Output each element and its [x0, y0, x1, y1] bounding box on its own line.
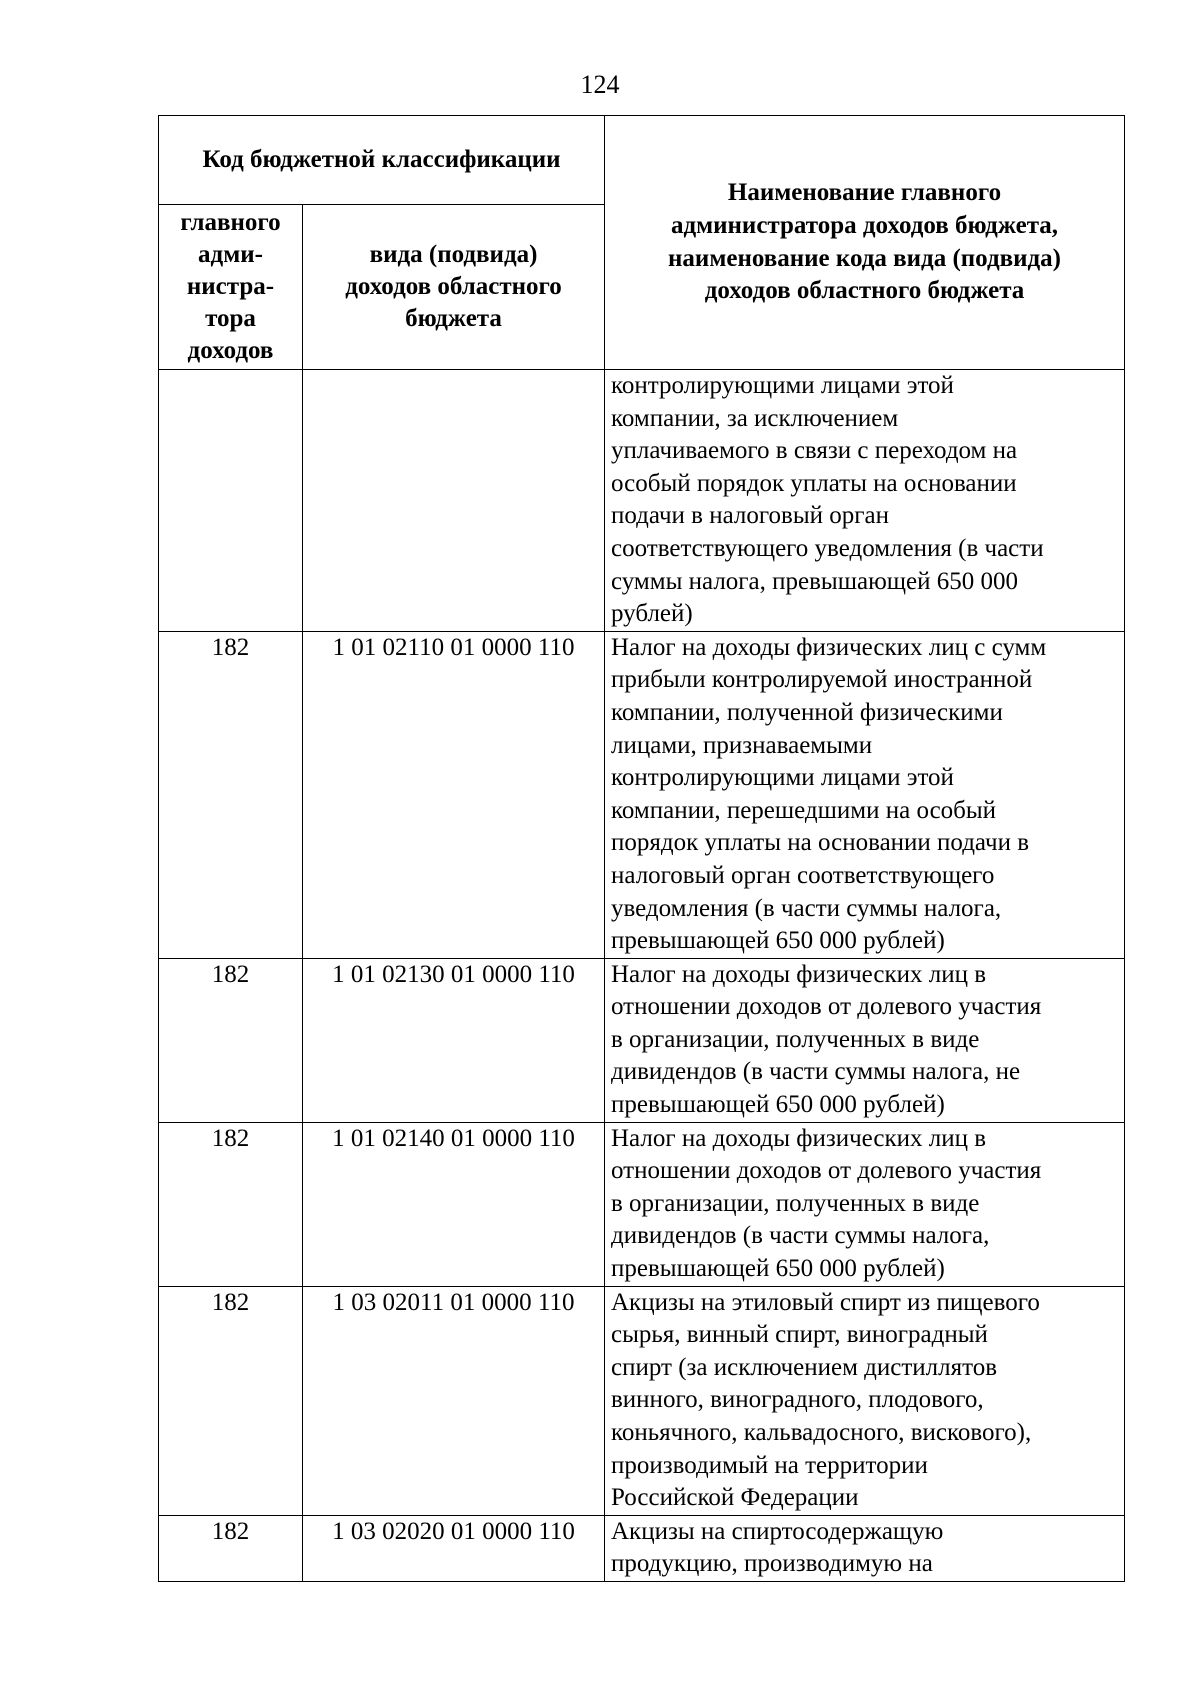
table-row: [159, 1515, 1125, 1581]
revenue-name-line: Налог на доходы физических лиц с сумм: [611, 633, 1047, 661]
header-line: бюджета: [405, 305, 502, 332]
header-line: администратора доходов бюджета,: [670, 211, 1059, 239]
revenue-name-line: рублей): [611, 600, 693, 628]
revenue-name-line: сырья, винный спирт, виноградный: [611, 1321, 988, 1349]
revenue-name-line: превышающей 650 000 рублей): [611, 1091, 945, 1119]
revenue-name-line: превышающей 650 000 рублей): [611, 927, 945, 955]
admin-code-cell: 182: [159, 1122, 303, 1286]
revenue-code-cell: 1 03 02020 01 0000 110: [303, 1515, 605, 1581]
revenue-name-line: производимый на территории: [611, 1451, 928, 1479]
revenue-name-line: прибыли контролируемой иностранной: [611, 666, 1033, 694]
revenue-name-line: винного, виноградного, плодового,: [611, 1386, 984, 1414]
page-number: 124: [580, 70, 620, 99]
revenue-classification-table: [158, 115, 1125, 1582]
header-line: главного: [180, 209, 281, 236]
revenue-name-line: отношении доходов от долевого участия: [611, 993, 1042, 1021]
table-body: [159, 370, 1125, 1582]
revenue-name-line: компании, за исключением: [611, 404, 899, 432]
revenue-name-line: налоговый орган соответствующего: [611, 861, 995, 889]
header-line: тора: [205, 305, 256, 332]
revenue-name-line: дивидендов (в части суммы налога, не: [611, 1058, 1021, 1086]
revenue-name-line: уплачиваемого в связи с переходом на: [611, 437, 1018, 465]
revenue-name-line: подачи в налоговый орган: [611, 502, 889, 530]
header-line: адми-: [198, 241, 263, 268]
revenue-name-line: Налог на доходы физических лиц в: [611, 1124, 987, 1152]
revenue-name-cell: [605, 1122, 1125, 1286]
revenue-name-line: дивидендов (в части суммы налога,: [611, 1222, 990, 1250]
revenue-name-line: Российской Федерации: [611, 1484, 859, 1512]
header-line: нистра-: [186, 273, 275, 300]
table-row: [159, 1286, 1125, 1515]
header-admin-column: [159, 205, 303, 370]
header-line: вида (подвида): [369, 241, 538, 268]
revenue-name-line: Налог на доходы физических лиц в: [611, 960, 987, 988]
revenue-name-cell: [605, 1286, 1125, 1515]
revenue-name-line: Акцизы на этиловый спирт из пищевого: [611, 1288, 1040, 1316]
table-row: [159, 958, 1125, 1122]
revenue-code-cell: [303, 370, 605, 632]
revenue-name-cell: [605, 631, 1125, 958]
revenue-name-line: отношении доходов от долевого участия: [611, 1157, 1042, 1185]
header-line: доходов областного бюджета: [704, 277, 1025, 305]
header-line: наименование кода вида (подвида): [668, 244, 1061, 272]
revenue-name-line: особый порядок уплаты на основании: [611, 469, 1017, 497]
revenue-name-line: спирт (за исключением дистиллятов: [611, 1353, 998, 1381]
header-code-column: [303, 205, 605, 370]
admin-code-cell: 182: [159, 1286, 303, 1515]
header-row-1: [159, 116, 1125, 205]
revenue-code-cell: 1 03 02011 01 0000 110: [303, 1286, 605, 1515]
header-line: Наименование главного: [727, 179, 1002, 207]
admin-code-cell: 182: [159, 958, 303, 1122]
revenue-name-cell: [605, 1515, 1125, 1581]
revenue-name-line: в организации, полученных в виде: [611, 1025, 980, 1053]
revenue-name-line: в организации, полученных в виде: [611, 1189, 980, 1217]
table-row: [159, 1122, 1125, 1286]
revenue-name-line: контролирующими лицами этой: [611, 372, 954, 399]
header-name-column: [605, 116, 1125, 370]
table-header: [159, 116, 1125, 370]
table-row: [159, 370, 1125, 632]
table-row: [159, 631, 1125, 958]
revenue-name-line: компании, полученной физическими: [611, 698, 1003, 726]
revenue-name-line: суммы налога, превышающей 650 000: [611, 567, 1018, 595]
revenue-name-line: порядок уплаты на основании подачи в: [611, 829, 1030, 857]
header-line: доходов областного: [345, 273, 562, 300]
revenue-code-cell: 1 01 02130 01 0000 110: [303, 958, 605, 1122]
header-budget-classification-code: Код бюджетной классификации: [159, 116, 605, 205]
admin-code-cell: 182: [159, 1515, 303, 1581]
revenue-name-line: контролирующими лицами этой: [611, 764, 954, 792]
revenue-name-line: уведомления (в части суммы налога,: [611, 894, 1002, 922]
admin-code-cell: [159, 370, 303, 632]
header-line: доходов: [187, 337, 274, 364]
revenue-name-line: Акцизы на спиртосодержащую: [611, 1517, 944, 1545]
revenue-name-line: лицами, признаваемыми: [611, 731, 873, 759]
revenue-name-line: продукцию, производимую на: [611, 1550, 933, 1578]
revenue-name-line: соответствующего уведомления (в части: [611, 534, 1044, 562]
revenue-code-cell: 1 01 02110 01 0000 110: [303, 631, 605, 958]
revenue-name-cell: [605, 370, 1125, 632]
revenue-code-cell: 1 01 02140 01 0000 110: [303, 1122, 605, 1286]
revenue-name-line: превышающей 650 000 рублей): [611, 1255, 945, 1283]
admin-code-cell: 182: [159, 631, 303, 958]
revenue-name-line: коньячного, кальвадосного, вискового),: [611, 1419, 1032, 1446]
revenue-name-line: компании, перешедшими на особый: [611, 796, 997, 824]
revenue-name-cell: [605, 958, 1125, 1122]
